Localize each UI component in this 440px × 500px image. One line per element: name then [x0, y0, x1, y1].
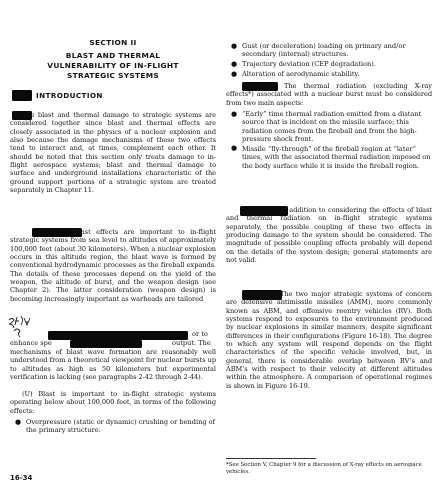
paragraph-addition: In addition to considering the effects of blast and thermal radiation on in-flight strategic systems separately, the possible coupling of these two effects in producing damage to the system should be considered. The magnitude of possible coupling effects probably will depend on the details of the system design; general statements are not valid. — [226, 206, 432, 265]
redaction-mark — [70, 340, 142, 348]
bullet-icon: ● — [231, 59, 238, 68]
introduction-heading: INTRODUCTION — [36, 91, 103, 100]
section-title-line-3: STRATEGIC SYSTEMS — [67, 71, 159, 80]
bullet-text: Alteration of aerodynamic stability. — [242, 70, 360, 79]
section-number: SECTION II — [89, 38, 137, 47]
bullet-text: Overpressure (static or dynamic) crushing or bending of the primary structure. — [26, 418, 216, 435]
paragraph-intro: The blast and thermal damage to strategic systems are considered together since blast and thermal effects are closely associated in the physics of a nuclear explosion and also because the damage mechanisms of these two effects tend to interact and, at times, complement each other. It should be noted that this section only treats damage to in-flight aerospace systems; blast and thermal damage to surface and underground installations characteristic of the ground support portions of a strategic system are treated separately in Chapter 11. — [10, 111, 216, 195]
right-bullet-list-blast — [226, 42, 432, 80]
footnote: *See Section V, Chapter 9 for a discussion of X-ray effects on aerospace vehicles. — [226, 462, 422, 475]
list-item — [226, 70, 432, 78]
page-number: 16-34 — [10, 474, 33, 482]
list-item — [226, 60, 432, 68]
bullet-text: Missile “fly-through” of the fireball region at “later” times, with the associated thermal radiation imposed on the body surface while it is inside the fireball region. — [242, 144, 431, 170]
paragraph-thermal: The thermal radiation (excluding X-ray effects*) associated with a nuclear burst must be considered from two main aspects: — [226, 82, 432, 107]
left-bullet-list — [10, 418, 216, 436]
footnote-rule — [226, 458, 316, 459]
bullet-text: Trajectory deviation (CEP degradation). — [242, 60, 376, 69]
list-item — [226, 42, 432, 59]
paragraph-blast-effects: Blast effects are important to in-flight strategic systems from sea level to altitudes of approximately 100,000 feet (about 30 kilometers). When a nuclear explosion occurs in this altitude region, the blast wave is formed by conventional hydrodynamic processes as the fireball expands. The details of these processes depend on the yield of the weapon, the altitude of burst, and the weapon design (see Chapter 2). The latter consideration (weapon design) is becoming increasingly important as warheads are tailored — [10, 228, 216, 303]
paragraph-blast-important: (U) Blast is important to in-flight strategic systems operating below about 100,000 feet, in terms of the following effects: — [10, 390, 216, 415]
section-title-line-1: BLAST AND THERMAL — [65, 51, 161, 60]
redaction-mark — [12, 90, 32, 101]
bullet-icon: ● — [15, 417, 22, 426]
list-item — [226, 145, 432, 170]
bullet-icon: ● — [231, 69, 238, 78]
paragraph-blast-line-end: output. The — [172, 339, 211, 347]
paragraph-blast-tail: or to — [192, 330, 208, 338]
bullet-icon: ● — [231, 41, 238, 50]
handwritten-margin-note — [6, 314, 34, 340]
list-item — [10, 418, 216, 435]
right-bullet-list-thermal — [226, 110, 432, 171]
paragraph-blast-line-start: enhance spe — [10, 339, 52, 347]
bullet-icon: ● — [231, 109, 238, 118]
paragraph-blast-continued: mechanisms of blast wave formation are reasonably well understood from a theoretical viewpoint for nuclear bursts up to altitudes as high as 50 kilometers but experimental verification is lacking (see paragraphs 2-42 through 2-44). — [10, 348, 216, 382]
bullet-text: “Early” time thermal radiation emitted from a distant source that is incident on the missile surface; this radiation comes from the fireball and from the high-pressure shock front. — [242, 110, 422, 144]
redaction-mark — [48, 331, 188, 340]
section-title-line-2: VULNERABILITY OF IN-FLIGHT — [47, 61, 179, 70]
bullet-text: Gust (or deceleration) loading on primary and/or secondary (internal) structures. — [242, 42, 406, 59]
bullet-icon: ● — [231, 144, 238, 153]
list-item — [226, 110, 432, 143]
paragraph-strategic-systems: The two major strategic systems of concern are defensive antimissile missiles (AMM), more commonly known as ABM, and offensive reentry vehicles (RV). Both systems respond to exposures to the environment produced by nuclear explosions in similar manners, despite significant differences in their configurations (Figure 16-18). The degree to which any system will respond depends on the flight characteristics of the specific vehicle involved, but, in general, there is considerable overlap between RV’s and ABM’s with respect to their velocity at different altitudes within the atmosphere. A comparison of operational regimes is shown in Figure 16-19. — [226, 290, 432, 390]
